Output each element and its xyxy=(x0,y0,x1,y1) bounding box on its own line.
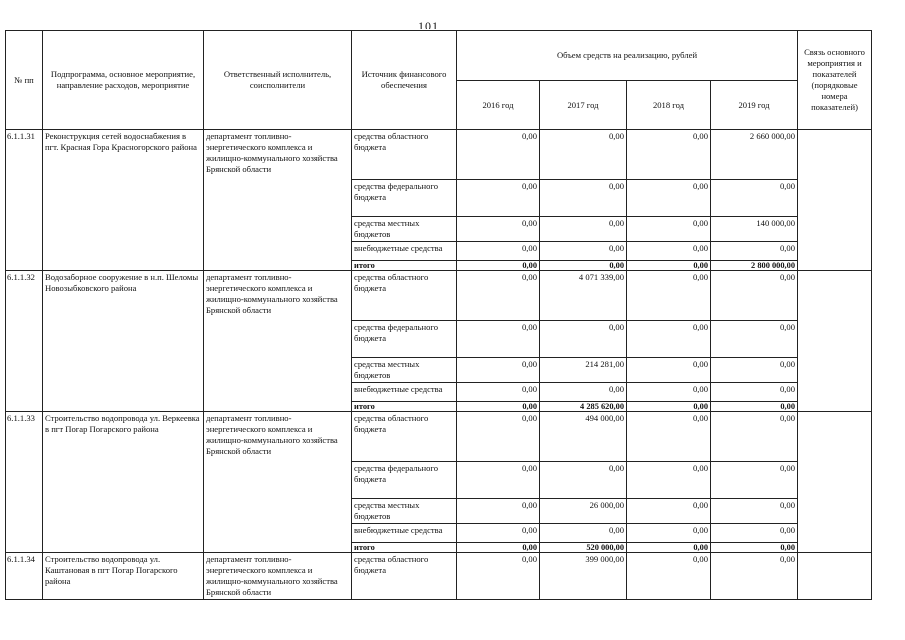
item-name: Строительство водопровода ул. Каштановая в пгт Погар Погарского района xyxy=(43,553,204,600)
amount-cell: 0,00 xyxy=(627,402,711,412)
funding-source: средства местных бюджетов xyxy=(352,358,457,383)
funding-source: итого xyxy=(352,261,457,271)
item-executor: департамент топливно-энергетического комплекса и жилищно-коммунального хозяйства Брянской области xyxy=(204,412,352,553)
amount-cell: 0,00 xyxy=(711,358,798,383)
table-row xyxy=(6,412,872,462)
amount-cell: 4 285 620,00 xyxy=(540,402,627,412)
amount-cell: 214 281,00 xyxy=(540,358,627,383)
amount-cell: 0,00 xyxy=(457,130,540,180)
header-program: Подпрограмма, основное мероприятие, направление расходов, мероприятие xyxy=(43,31,204,130)
amount-cell: 0,00 xyxy=(711,499,798,524)
table-row xyxy=(6,271,872,321)
amount-cell: 0,00 xyxy=(457,358,540,383)
amount-cell: 0,00 xyxy=(457,462,540,499)
amount-cell: 494 000,00 xyxy=(540,412,627,462)
header-no: № пп xyxy=(6,31,43,130)
funding-source: итого xyxy=(352,543,457,553)
amount-cell: 0,00 xyxy=(457,524,540,543)
funding-table xyxy=(5,30,872,600)
item-code: 6.1.1.32 xyxy=(6,271,43,412)
amount-cell: 2 660 000,00 xyxy=(711,130,798,180)
funding-source: средства областного бюджета xyxy=(352,271,457,321)
amount-cell: 0,00 xyxy=(457,383,540,402)
amount-cell: 0,00 xyxy=(711,462,798,499)
item-executor: департамент топливно-энергетического комплекса и жилищно-коммунального хозяйства Брянской области xyxy=(204,553,352,600)
amount-cell: 0,00 xyxy=(627,543,711,553)
table-row xyxy=(6,553,872,600)
indicator-link-cell xyxy=(798,553,872,600)
header-year: 2017 год xyxy=(540,81,627,130)
amount-cell: 0,00 xyxy=(711,242,798,261)
amount-cell: 0,00 xyxy=(457,242,540,261)
amount-cell: 0,00 xyxy=(627,383,711,402)
amount-cell: 0,00 xyxy=(627,499,711,524)
amount-cell: 0,00 xyxy=(711,412,798,462)
header-year: 2016 год xyxy=(457,81,540,130)
header-link: Связь основного мероприятия и показателей (порядковые номера показателей) xyxy=(798,31,872,130)
amount-cell: 0,00 xyxy=(627,130,711,180)
amount-cell: 26 000,00 xyxy=(540,499,627,524)
amount-cell: 0,00 xyxy=(711,180,798,217)
amount-cell: 0,00 xyxy=(627,217,711,242)
item-executor: департамент топливно-энергетического комплекса и жилищно-коммунального хозяйства Брянской области xyxy=(204,271,352,412)
amount-cell: 0,00 xyxy=(627,412,711,462)
funding-source: итого xyxy=(352,402,457,412)
amount-cell: 0,00 xyxy=(711,402,798,412)
amount-cell: 0,00 xyxy=(457,553,540,600)
amount-cell: 0,00 xyxy=(627,524,711,543)
amount-cell: 0,00 xyxy=(711,383,798,402)
item-name: Водозаборное сооружение в н.п. Шеломы Новозыбковского района xyxy=(43,271,204,412)
amount-cell: 4 071 339,00 xyxy=(540,271,627,321)
amount-cell: 0,00 xyxy=(627,271,711,321)
amount-cell: 0,00 xyxy=(540,261,627,271)
funding-source: внебюджетные средства xyxy=(352,524,457,543)
funding-source: средства местных бюджетов xyxy=(352,217,457,242)
header-year: 2018 год xyxy=(627,81,711,130)
item-code: 6.1.1.34 xyxy=(6,553,43,600)
item-executor: департамент топливно-энергетического комплекса и жилищно-коммунального хозяйства Брянской области xyxy=(204,130,352,271)
funding-source: средства областного бюджета xyxy=(352,130,457,180)
indicator-link-cell xyxy=(798,412,872,553)
funding-source: средства местных бюджетов xyxy=(352,499,457,524)
amount-cell: 0,00 xyxy=(540,383,627,402)
page-number: 101 xyxy=(418,20,439,29)
amount-cell: 0,00 xyxy=(627,358,711,383)
amount-cell: 0,00 xyxy=(627,553,711,600)
header-executor: Ответственный исполнитель, соисполнители xyxy=(204,31,352,130)
amount-cell: 0,00 xyxy=(540,130,627,180)
funding-source: внебюджетные средства xyxy=(352,242,457,261)
amount-cell: 399 000,00 xyxy=(540,553,627,600)
header-year: 2019 год xyxy=(711,81,798,130)
amount-cell: 0,00 xyxy=(457,412,540,462)
amount-cell: 0,00 xyxy=(457,543,540,553)
amount-cell: 0,00 xyxy=(457,180,540,217)
amount-cell: 0,00 xyxy=(627,242,711,261)
table-row xyxy=(6,130,872,180)
amount-cell: 0,00 xyxy=(627,180,711,217)
funding-source: средства областного бюджета xyxy=(352,412,457,462)
amount-cell: 520 000,00 xyxy=(540,543,627,553)
amount-cell: 0,00 xyxy=(457,321,540,358)
amount-cell: 0,00 xyxy=(711,321,798,358)
amount-cell: 0,00 xyxy=(540,180,627,217)
funding-source: средства федерального бюджета xyxy=(352,462,457,499)
funding-source: средства федерального бюджета xyxy=(352,180,457,217)
amount-cell: 0,00 xyxy=(457,217,540,242)
amount-cell: 0,00 xyxy=(627,321,711,358)
amount-cell: 0,00 xyxy=(457,499,540,524)
amount-cell: 0,00 xyxy=(540,242,627,261)
amount-cell: 0,00 xyxy=(627,261,711,271)
indicator-link-cell xyxy=(798,271,872,412)
table-body xyxy=(6,130,872,600)
amount-cell: 0,00 xyxy=(457,402,540,412)
amount-cell: 0,00 xyxy=(540,321,627,358)
amount-cell: 0,00 xyxy=(457,261,540,271)
amount-cell: 0,00 xyxy=(457,271,540,321)
amount-cell: 0,00 xyxy=(627,462,711,499)
item-code: 6.1.1.31 xyxy=(6,130,43,271)
item-name: Строительство водопровода ул. Веркеевка в пгт Погар Погарского района xyxy=(43,412,204,553)
amount-cell: 0,00 xyxy=(711,553,798,600)
amount-cell: 0,00 xyxy=(711,271,798,321)
indicator-link-cell xyxy=(798,130,872,271)
item-name: Реконструкция сетей водоснабжения в пгт. Красная Гора Красногорского района xyxy=(43,130,204,271)
amount-cell: 0,00 xyxy=(711,543,798,553)
amount-cell: 0,00 xyxy=(540,217,627,242)
amount-cell: 2 800 000,00 xyxy=(711,261,798,271)
funding-source: внебюджетные средства xyxy=(352,383,457,402)
item-code: 6.1.1.33 xyxy=(6,412,43,553)
amount-cell: 0,00 xyxy=(711,524,798,543)
amount-cell: 0,00 xyxy=(540,462,627,499)
amount-cell: 0,00 xyxy=(540,524,627,543)
amount-cell: 140 000,00 xyxy=(711,217,798,242)
header-volume: Объем средств на реализацию, рублей xyxy=(457,31,798,81)
funding-source: средства федерального бюджета xyxy=(352,321,457,358)
header-source: Источник финансового обеспечения xyxy=(352,31,457,130)
funding-source: средства областного бюджета xyxy=(352,553,457,600)
